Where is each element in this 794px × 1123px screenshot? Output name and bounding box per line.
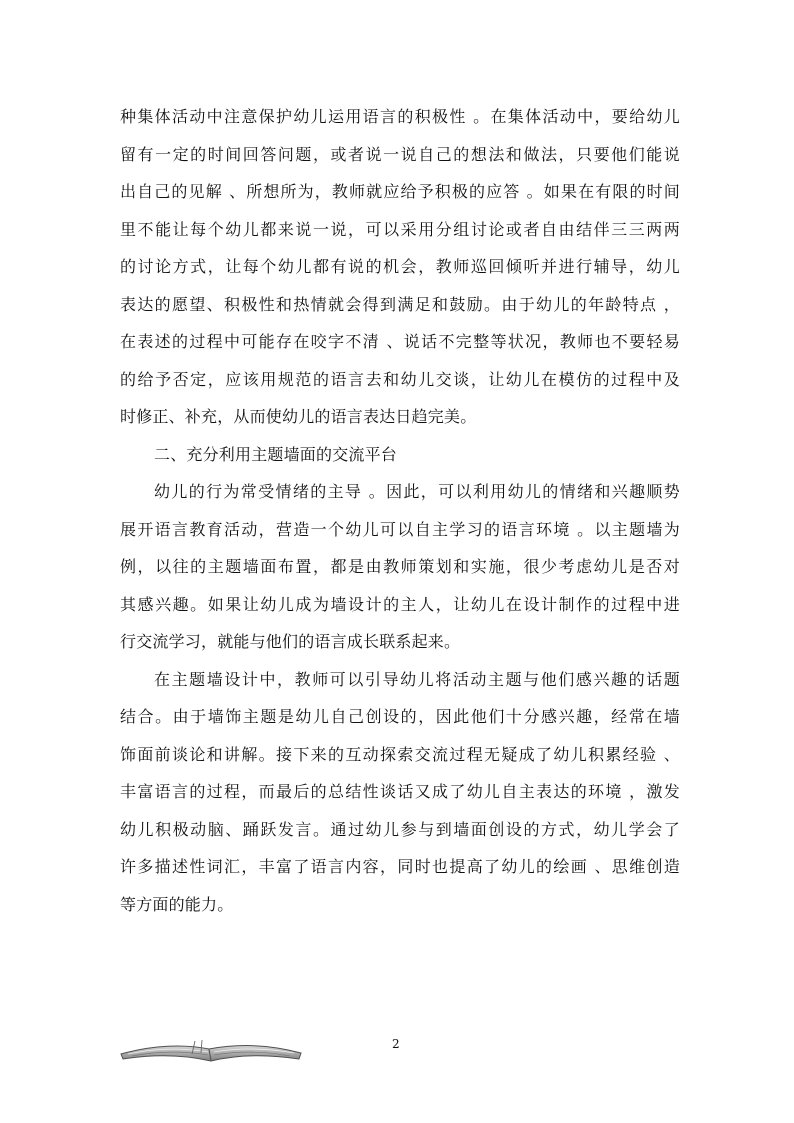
text-line: 留有一定的时间回答问题，或者说一说自己的想法和做法，只要他们能说 [120,144,680,164]
text-line: 结合。由于墙饰主题是幼儿自己创设的，因此他们十分感兴趣，经常在墙 [120,707,680,726]
text-line: 的讨论方式，让每个幼儿都有说的机会，教师巡回倾听并进行辅导，幼儿 [120,257,680,276]
body-text [120,98,680,923]
text-line: 行交流学习，就能与他们的语言成长联系起来。 [120,632,461,651]
text-line: 里不能让每个幼儿都来说一说，可以采用分组讨论或者自由结伴三三两两 [120,219,680,239]
text-line: 等方面的能力。 [120,894,234,914]
text-line: 幼儿积极动脑、踊跃发言。通过幼儿参与到墙面创设的方式，幼儿学会了 [120,819,680,839]
section-heading: 二、充分利用主题墙面的交流平台 [154,444,398,464]
text-line: 例，以往的主题墙面布置，都是由教师策划和实施，很少考虑幼儿是否对 [120,557,680,576]
text-line: 在表述的过程中可能存在咬字不清 、说话不完整等状况，教师也不要轻易 [120,332,680,351]
text-line: 在主题墙设计中，教师可以引导幼儿将活动主题与他们感兴趣的话题 [154,669,680,689]
text-line: 的给予否定，应该用规范的语言去和幼儿交谈，让幼儿在模仿的过程中及 [120,369,680,389]
text-line: 时修正、补充，从而使幼儿的语言表达日趋完美。 [120,407,477,426]
text-line: 饰面前谈论和讲解。接下来的互动探索交流过程无疑成了幼儿积累经验 、 [120,744,680,764]
text-line: 展开语言教育活动，营造一个幼儿可以自主学习的语言环境 。以主题墙为 [120,519,680,539]
open-book-icon [118,1036,304,1062]
text-line: 丰富语言的过程，而最后的总结性谈话又成了幼儿自主表达的环境 ，激发 [120,782,680,801]
text-line: 其感兴趣。如果让幼儿成为墙设计的主人，让幼儿在设计制作的过程中进 [120,594,680,614]
text-line: 幼儿的行为常受情绪的主导 。因此，可以利用幼儿的情绪和兴趣顺势 [154,482,680,501]
text-line: 许多描述性词汇，丰富了语言内容，同时也提高了幼儿的绘画 、思维创造 [120,857,680,876]
text-line: 表达的愿望、积极性和热情就会得到满足和鼓励。由于幼儿的年龄特点 ， [120,294,680,314]
page-number: 2 [392,1037,400,1051]
text-line: 种集体活动中注意保护幼儿运用语言的积极性 。在集体活动中，要给幼儿 [120,107,680,126]
text-line: 出自己的见解 、所想所为，教师就应给予积极的应答 。如果在有限的时间 [120,182,680,201]
